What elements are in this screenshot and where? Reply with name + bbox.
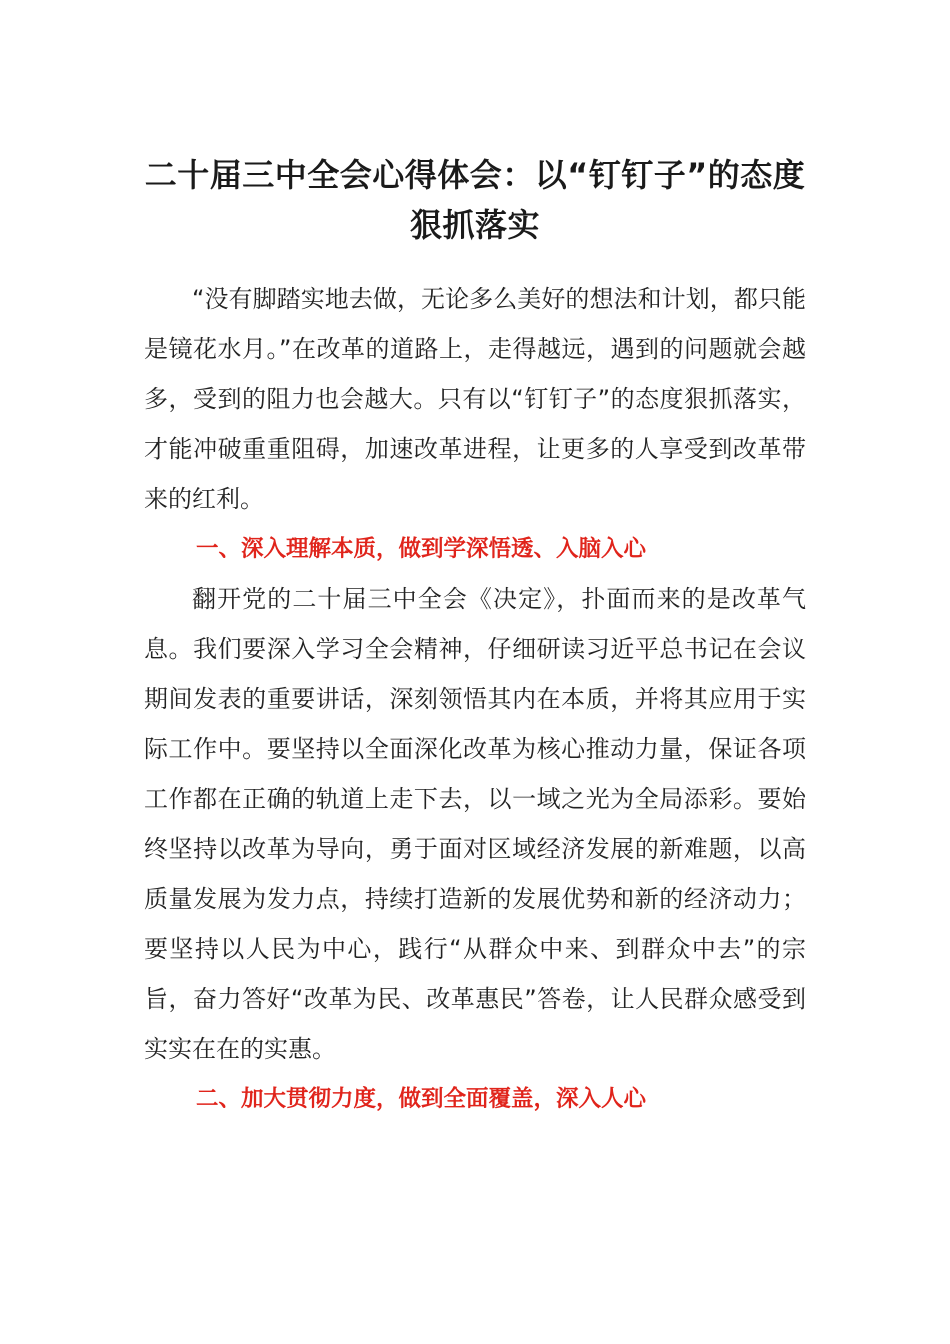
section-heading-1: 一、深入理解本质，做到学深悟透、入脑入心 bbox=[196, 536, 647, 562]
section-heading-2: 二、加大贯彻力度，做到全面覆盖，深入人心 bbox=[196, 1086, 647, 1112]
document-content bbox=[144, 150, 806, 1124]
section-1-paragraph: 翻开党的二十届三中全会《决定》，扑面而来的是改革气息。我们要深入学习全会精神，仔细研读习近平总书记在会议期间发表的重要讲话，深刻领悟其内在本质，并将其应用于实际工作中。要坚持以全面深化改革为核心推动力量，保证各项工作都在正确的轨道上走下去，以一域之光为全局添彩。要始终坚持以改革为导向，勇于面对区域经济发展的新难题，以高质量发展为发力点，持续打造新的发展优势和新的经济动力；要坚持以人民为中心，践行“从群众中来、到群众中去”的宗旨，奋力答好“改革为民、改革惠民”答卷，让人民群众感受到实实在在的实惠。 bbox=[144, 585, 806, 1063]
document-title: 二十届三中全会心得体会：以“钉钉子”的态度狠抓落实 bbox=[144, 156, 806, 244]
intro-paragraph: “没有脚踏实地去做，无论多么美好的想法和计划，都只能是镜花水月。”在改革的道路上，走得越远，遇到的问题就会越多，受到的阻力也会越大。只有以“钉钉子”的态度狠抓落实，才能冲破重重阻碍，加速改革进程，让更多的人享受到改革带来的红利。 bbox=[144, 285, 806, 513]
